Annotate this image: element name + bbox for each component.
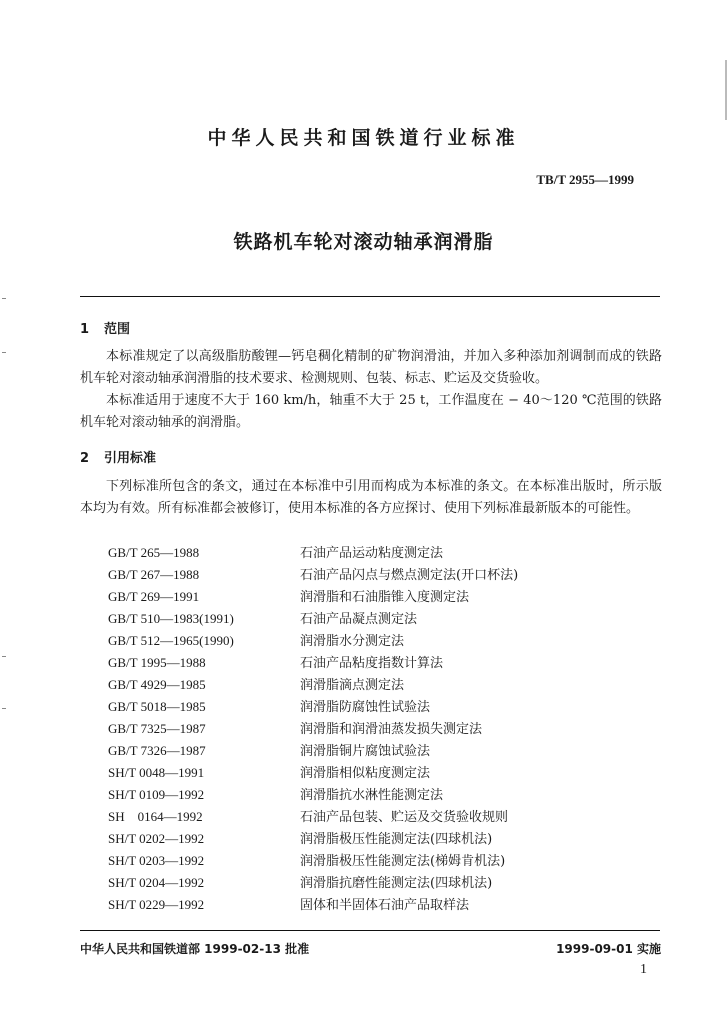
reference-code: SH/T 0204—1992 <box>108 875 205 890</box>
document-title: 铁路机车轮对滚动轴承润滑脂 <box>233 231 494 253</box>
list-item <box>108 762 668 784</box>
reference-code: GB/T 265—1988 <box>108 545 200 560</box>
approval-statement: 中华人民共和国铁道部 1999-02-13 批准 <box>80 942 310 956</box>
list-item <box>108 894 668 916</box>
section-title: 引用标准 <box>104 451 157 466</box>
reference-code: GB/T 4929—1985 <box>108 677 206 692</box>
paragraph: 本标准规定了以高级脂肪酸锂—钙皂稠化精制的矿物润滑油，并加入多种添加剂调制而成的铁路机车轮对滚动轴承润滑脂的技术要求、检测规则、包装、标志、贮运及交货验收。 <box>80 349 662 386</box>
list-item <box>108 872 668 894</box>
reference-code: GB/T 7325—1987 <box>108 721 206 736</box>
reference-code: GB/T 267—1988 <box>108 567 200 582</box>
reference-code: SH/T 0203—1992 <box>108 853 205 868</box>
reference-code: GB/T 510—1983(1991) <box>108 611 234 626</box>
reference-name: 润滑脂和石油脂锥入度测定法 <box>300 590 470 605</box>
reference-name: 石油产品凝点测定法 <box>300 612 418 627</box>
margin-mark <box>2 708 6 712</box>
standard-code: TB/T 2955—1999 <box>536 172 634 187</box>
reference-name: 润滑脂极压性能测定法(梯姆肯机法) <box>300 854 506 869</box>
list-item <box>108 740 668 762</box>
reference-code: GB/T 512—1965(1990) <box>108 633 234 648</box>
reference-list <box>108 542 668 916</box>
header-divider <box>80 296 660 297</box>
reference-name: 润滑脂抗水淋性能测定法 <box>300 788 444 803</box>
list-item <box>108 784 668 806</box>
section-number: 1 <box>80 322 90 337</box>
reference-code: SH/T 0202—1992 <box>108 831 205 846</box>
reference-code: SH/T 0229—1992 <box>108 897 205 912</box>
list-item <box>108 564 668 586</box>
implementation-date: 1999-09-01 实施 <box>556 942 661 956</box>
list-item <box>108 696 668 718</box>
list-item <box>108 718 668 740</box>
reference-name: 润滑脂极压性能测定法(四球机法) <box>300 832 493 847</box>
reference-name: 固体和半固体石油产品取样法 <box>300 898 470 913</box>
list-item <box>108 674 668 696</box>
list-item <box>108 806 668 828</box>
reference-name: 石油产品粘度指数计算法 <box>300 656 444 671</box>
page-number: 1 <box>640 962 647 977</box>
paragraph: 下列标准所包含的条文，通过在本标准中引用而构成为本标准的条文。在本标准出版时，所示版本均为有效。所有标准都会被修订，使用本标准的各方应探讨、使用下列标准最新版本的可能性。 <box>80 479 662 516</box>
list-item <box>108 586 668 608</box>
list-item <box>108 850 668 872</box>
reference-name: 石油产品包装、贮运及交货验收规则 <box>300 810 509 825</box>
reference-code: GB/T 269—1991 <box>108 589 200 604</box>
list-item <box>108 630 668 652</box>
margin-mark <box>2 352 6 356</box>
section-heading-scope <box>80 318 130 337</box>
reference-name: 润滑脂滴点测定法 <box>300 678 405 693</box>
section-heading-references <box>80 447 156 466</box>
list-item <box>108 542 668 564</box>
industry-standard-header: 中华人民共和国铁道行业标准 <box>207 127 520 149</box>
reference-name: 石油产品闪点与燃点测定法(开口杯法) <box>300 568 519 583</box>
margin-mark <box>2 298 6 302</box>
reference-name: 石油产品运动粘度测定法 <box>300 546 444 561</box>
reference-name: 润滑脂防腐蚀性试验法 <box>300 700 431 715</box>
reference-name: 润滑脂和润滑油蒸发损失测定法 <box>300 722 483 737</box>
list-item <box>108 608 668 630</box>
reference-code: GB/T 5018—1985 <box>108 699 206 714</box>
list-item <box>108 828 668 850</box>
section-number: 2 <box>80 451 90 466</box>
reference-name: 润滑脂抗磨性能测定法(四球机法) <box>300 876 493 891</box>
reference-code: SH/T 0048—1991 <box>108 765 205 780</box>
margin-mark <box>2 656 6 660</box>
reference-code: SH/T 0109—1992 <box>108 787 205 802</box>
list-item <box>108 652 668 674</box>
reference-name: 润滑脂水分测定法 <box>300 634 405 649</box>
footer-divider <box>80 930 660 931</box>
paragraph: 本标准适用于速度不大于 160 km/h，轴重不大于 25 t，工作温度在 − 40～120 ℃范围的铁路机车轮对滚动轴承的润滑脂。 <box>80 393 662 430</box>
reference-code: GB/T 1995—1988 <box>108 655 206 670</box>
reference-name: 润滑脂铜片腐蚀试验法 <box>300 744 431 759</box>
reference-code: SH 0164—1992 <box>108 809 203 824</box>
reference-name: 润滑脂相似粘度测定法 <box>300 766 431 781</box>
section-title: 范围 <box>104 322 131 337</box>
reference-code: GB/T 7326—1987 <box>108 743 206 758</box>
